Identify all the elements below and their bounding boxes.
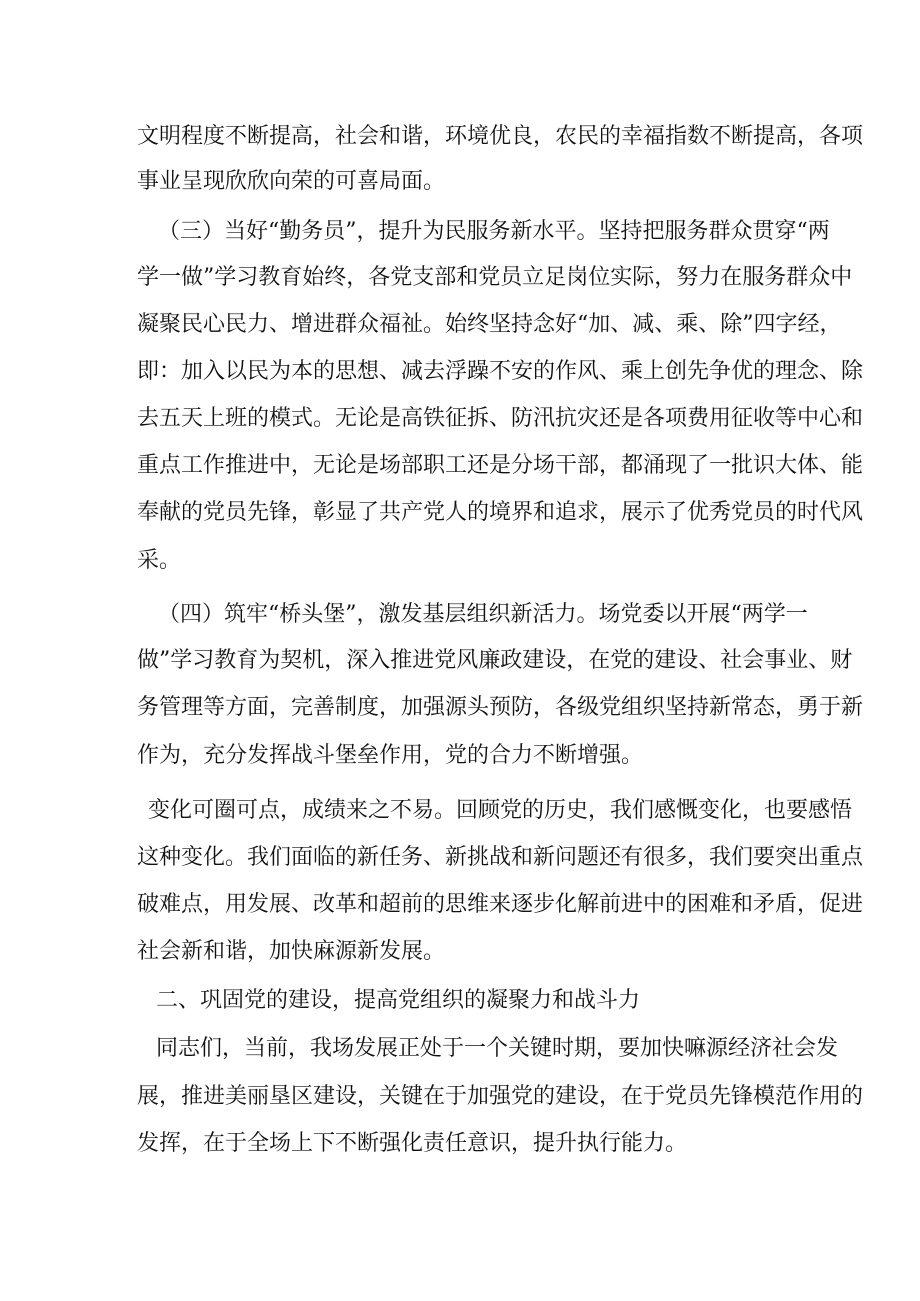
line-text: 务管理等方面，完善制度，加强源头预防，各级党组织坚持新常态，勇于新 — [137, 695, 864, 720]
line-text: 做”学习教育为契机，深入推进党风廉政建设，在党的建设、社会事业、财 — [137, 648, 853, 673]
line-text: 变化可圈可点，成绩来之不易。回顾党的历史，我们感慨变化，也要感悟 — [148, 798, 853, 823]
line-text: 这种变化。我们面临的新任务、新挑战和新问题还有很多，我们要突出重点 — [137, 845, 864, 870]
line-text: 破难点，用发展、改革和超前的思维来逐步化解前进中的困难和矛盾，促进 — [137, 892, 864, 917]
line-text: （三）当好“勤务员”，提升为民服务新水平。坚持把服务群众贯穿“两 — [158, 219, 830, 244]
line-text: 凝聚民心民力、增进群众福祉。始终坚持念好“加、减、乘、除”四字经， — [137, 312, 842, 337]
line-text: 采。 — [137, 548, 182, 573]
line-text: 去五天上班的模式。无论是高铁征拆、防汛抗灾还是各项费用征收等中心和 — [137, 406, 864, 431]
line-text: 展，推进美丽垦区建设，关键在于加强党的建设，在于党员先锋模范作用的 — [137, 1084, 864, 1109]
line-text: 社会新和谐，加快麻源新发展。 — [137, 939, 446, 964]
line-text: 奉献的党员先锋，彰显了共产党人的境界和追求，展示了优秀党员的时代风 — [137, 500, 864, 525]
line-text: 文明程度不断提高，社会和谐，环境优良，农民的幸福指数不断提高，各项 — [137, 124, 864, 149]
line-text: 事业呈现欣欣向荣的可喜局面。 — [137, 169, 446, 194]
line-text: 即：加入以民为本的思想、减去浮躁不安的作风、乘上创先争优的理念、除 — [137, 359, 864, 384]
line-text: （四）筑牢“桥头堡”，激发基层组织新活力。场党委以开展“两学一 — [158, 602, 808, 627]
line-text: 同志们，当前，我场发展正处于一个关键时期，要加快嘛源经济社会发 — [156, 1036, 839, 1061]
line-text: 发挥，在于全场上下不断强化责任意识，提升执行能力。 — [137, 1131, 688, 1156]
line-text: 作为，充分发挥战斗堡垒作用，党的合力不断增强。 — [137, 743, 644, 768]
line-text: 重点工作推进中，无论是场部职工还是分场干部，都涌现了一批识大体、能 — [137, 453, 864, 478]
section-heading-text: 二、巩固党的建设，提高党组织的凝聚力和战斗力 — [156, 988, 641, 1013]
line-text: 学一做”学习教育始终，各党支部和党员立足岗位实际，努力在服务群众中 — [137, 265, 853, 290]
